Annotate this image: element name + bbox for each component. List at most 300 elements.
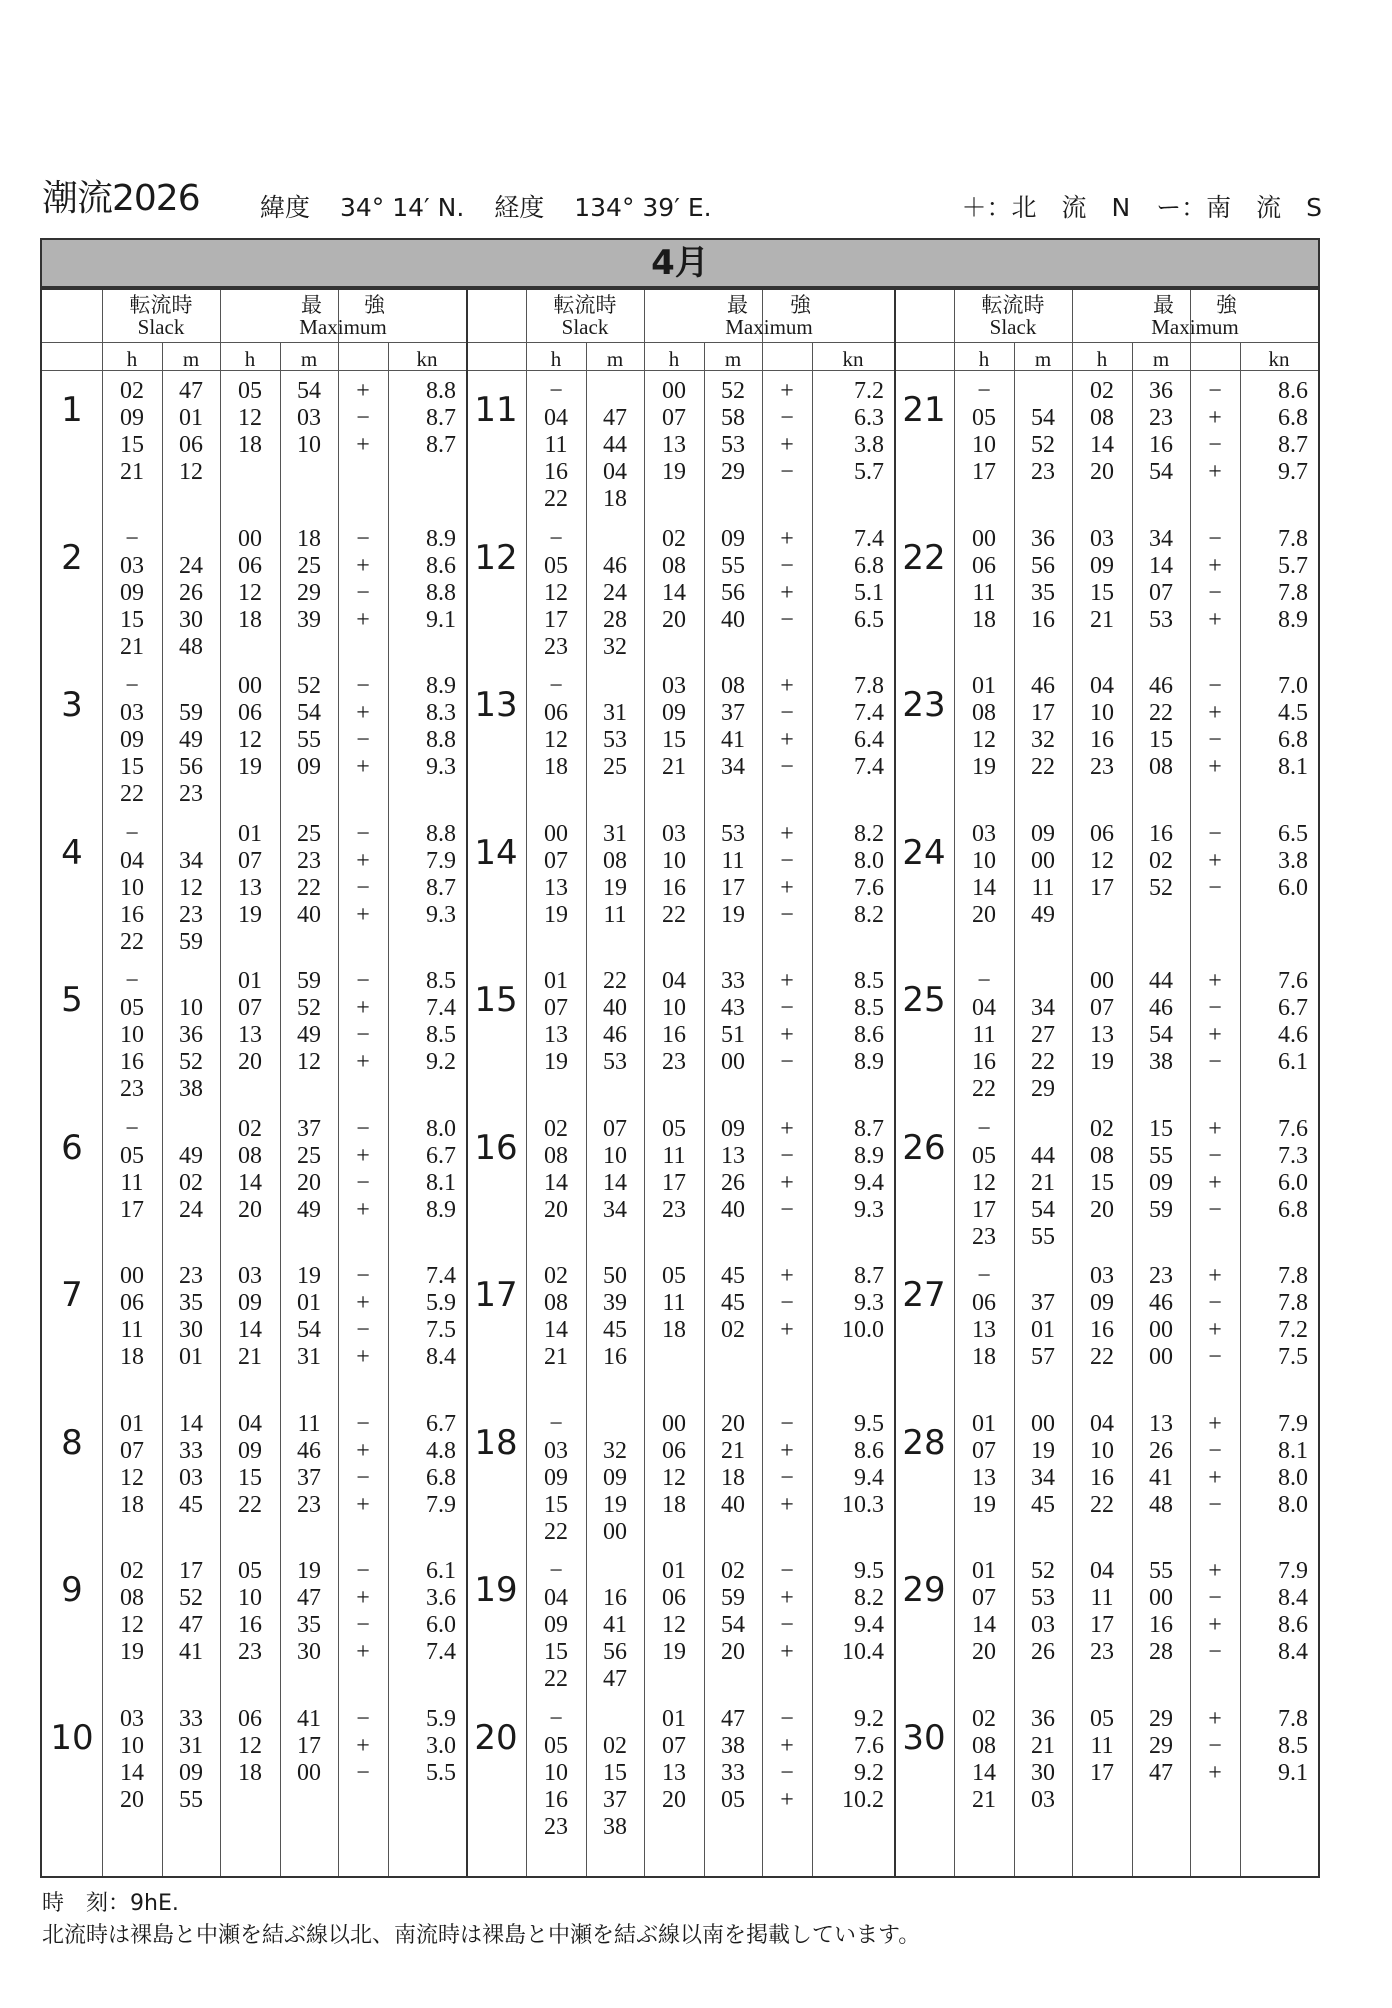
slack-minute: 30 bbox=[179, 1317, 203, 1343]
slack-minute: 24 bbox=[179, 552, 203, 579]
max-speed: 7.6 bbox=[1278, 968, 1308, 994]
flow-direction: − bbox=[780, 1410, 794, 1437]
max-speed: 9.3 bbox=[426, 754, 456, 780]
slack-hour: 02 bbox=[544, 1263, 568, 1289]
day-number: 12 bbox=[474, 537, 518, 578]
slack-hour: 09 bbox=[120, 727, 144, 753]
day-number: 13 bbox=[474, 685, 518, 725]
flow-direction: + bbox=[780, 432, 794, 458]
slack-hour: 14 bbox=[972, 874, 996, 901]
slack-hour: 16 bbox=[544, 1786, 568, 1813]
max-minute: 08 bbox=[721, 673, 745, 699]
max-speed: 6.8 bbox=[426, 1464, 456, 1491]
slack-hour: 15 bbox=[120, 754, 144, 780]
max-hour: 04 bbox=[662, 968, 686, 994]
max-speed: 6.7 bbox=[426, 1410, 456, 1437]
slack-minute: 01 bbox=[1031, 1317, 1055, 1343]
max-hour: 06 bbox=[238, 552, 262, 579]
max-minute: 51 bbox=[721, 1022, 745, 1048]
flow-direction: + bbox=[356, 432, 370, 458]
slack-hour: 23 bbox=[544, 633, 568, 660]
max-speed: 7.0 bbox=[1278, 673, 1308, 699]
max-speed: 7.4 bbox=[426, 1639, 456, 1665]
max-minute: 46 bbox=[297, 1437, 321, 1464]
max-hour: 10 bbox=[1090, 1437, 1114, 1464]
max-speed: 7.6 bbox=[1278, 1115, 1308, 1142]
slack-minute: 47 bbox=[179, 1612, 203, 1638]
slack-hour: − bbox=[977, 378, 991, 404]
max-hour: 21 bbox=[1090, 606, 1114, 633]
max-hour: 17 bbox=[1090, 1612, 1114, 1638]
max-hour: 16 bbox=[1090, 727, 1114, 753]
max-speed: 9.5 bbox=[854, 1558, 884, 1584]
day-number: 18 bbox=[474, 1422, 518, 1463]
flow-direction: − bbox=[356, 1759, 370, 1786]
max-hour: 05 bbox=[1090, 1705, 1114, 1732]
max-speed: 8.6 bbox=[1278, 1612, 1308, 1638]
max-speed: 8.8 bbox=[426, 579, 456, 606]
max-speed: 8.6 bbox=[1278, 378, 1308, 404]
max-hour: 09 bbox=[662, 700, 686, 726]
slack-minute: 34 bbox=[1031, 1464, 1055, 1491]
max-speed: 9.4 bbox=[854, 1612, 884, 1638]
slack-minute: 56 bbox=[1031, 552, 1055, 579]
max-minute: 19 bbox=[721, 901, 745, 928]
slack-hour: 04 bbox=[120, 847, 144, 874]
flow-direction: − bbox=[356, 579, 370, 606]
slack-minute: 30 bbox=[1031, 1759, 1055, 1786]
max-hour: 05 bbox=[238, 378, 262, 404]
max-hour: 16 bbox=[238, 1612, 262, 1638]
slack-minute: 17 bbox=[179, 1558, 203, 1584]
max-speed: 8.6 bbox=[426, 552, 456, 579]
slack-hour: 12 bbox=[972, 1169, 996, 1196]
max-minute: 13 bbox=[1149, 1410, 1173, 1437]
unit-label: kn bbox=[842, 347, 864, 371]
max-minute: 38 bbox=[1149, 1049, 1173, 1075]
max-minute: 47 bbox=[297, 1585, 321, 1611]
slack-hour: 01 bbox=[972, 1558, 996, 1584]
slack-minute: 41 bbox=[179, 1639, 203, 1665]
slack-hour: 06 bbox=[120, 1290, 144, 1316]
slack-hour: 09 bbox=[544, 1464, 568, 1491]
flow-direction: + bbox=[1208, 1115, 1222, 1142]
max-minute: 37 bbox=[297, 1464, 321, 1491]
max-minute: 41 bbox=[297, 1705, 321, 1732]
max-speed: 8.6 bbox=[854, 1022, 884, 1048]
slack-hour: 14 bbox=[544, 1169, 568, 1196]
maximum-header bbox=[644, 294, 894, 338]
flow-direction: + bbox=[1208, 754, 1222, 780]
flow-direction: − bbox=[356, 727, 370, 753]
slack-hour: 15 bbox=[120, 606, 144, 633]
flow-direction: − bbox=[356, 1558, 370, 1584]
slack-minute: 45 bbox=[179, 1491, 203, 1518]
max-hour: 21 bbox=[662, 754, 686, 780]
max-minute: 52 bbox=[1149, 874, 1173, 901]
slack-hour: 04 bbox=[544, 405, 568, 431]
max-minute: 16 bbox=[1149, 1612, 1173, 1638]
max-minute: 43 bbox=[721, 995, 745, 1021]
max-speed: 8.0 bbox=[1278, 1491, 1308, 1518]
max-speed: 7.6 bbox=[854, 1732, 884, 1759]
slack-minute: 12 bbox=[179, 874, 203, 901]
slack-minute: 24 bbox=[179, 1196, 203, 1223]
max-speed: 4.8 bbox=[426, 1437, 456, 1464]
flow-direction: + bbox=[780, 673, 794, 699]
max-minute: 29 bbox=[1149, 1705, 1173, 1732]
max-hour: 15 bbox=[662, 727, 686, 753]
slack-hour: 06 bbox=[544, 700, 568, 726]
flow-direction: + bbox=[356, 754, 370, 780]
max-hour: 03 bbox=[662, 820, 686, 847]
slack-hour: − bbox=[125, 673, 139, 699]
max-speed: 10.0 bbox=[842, 1317, 884, 1343]
max-minute: 40 bbox=[721, 1491, 745, 1518]
flow-direction: + bbox=[780, 1585, 794, 1611]
max-speed: 8.7 bbox=[426, 432, 456, 458]
tide-table bbox=[40, 288, 1320, 1878]
max-hour: 03 bbox=[1090, 1263, 1114, 1289]
max-minute: 41 bbox=[1149, 1464, 1173, 1491]
slack-minute: 02 bbox=[179, 1169, 203, 1196]
flow-direction: + bbox=[1208, 1464, 1222, 1491]
max-speed: 7.9 bbox=[426, 1491, 456, 1518]
max-speed: 7.4 bbox=[854, 700, 884, 726]
max-speed: 7.9 bbox=[1278, 1558, 1308, 1584]
flow-direction: + bbox=[1208, 1759, 1222, 1786]
flow-direction: + bbox=[356, 847, 370, 874]
max-speed: 6.1 bbox=[426, 1558, 456, 1584]
max-hour: 13 bbox=[662, 432, 686, 458]
max-hour: 11 bbox=[662, 1290, 686, 1316]
max-speed: 6.8 bbox=[1278, 1196, 1308, 1223]
max-hour: 18 bbox=[662, 1317, 686, 1343]
max-hour: 18 bbox=[238, 1759, 262, 1786]
slack-hour: 02 bbox=[120, 1558, 144, 1584]
max-speed: 3.8 bbox=[854, 432, 884, 458]
max-minute: 45 bbox=[721, 1290, 745, 1316]
max-minute: 59 bbox=[1149, 1196, 1173, 1223]
max-speed: 7.4 bbox=[426, 995, 456, 1021]
max-hour: 03 bbox=[1090, 525, 1114, 552]
unit-label: m bbox=[182, 347, 200, 371]
flow-direction: − bbox=[356, 673, 370, 699]
slack-hour: 22 bbox=[972, 1076, 996, 1102]
max-speed: 8.8 bbox=[426, 727, 456, 753]
max-hour: 20 bbox=[1090, 459, 1114, 485]
max-hour: 07 bbox=[662, 1732, 686, 1759]
max-minute: 20 bbox=[721, 1639, 745, 1665]
max-hour: 11 bbox=[1090, 1732, 1114, 1759]
slack-hour: 21 bbox=[120, 459, 144, 485]
slack-minute: 09 bbox=[179, 1759, 203, 1786]
max-minute: 09 bbox=[721, 1115, 745, 1142]
slack-hour: 07 bbox=[120, 1437, 144, 1464]
unit-label: m bbox=[724, 347, 742, 371]
max-hour: 18 bbox=[238, 606, 262, 633]
slack-minute: 57 bbox=[1031, 1344, 1055, 1370]
slack-minute: 23 bbox=[179, 901, 203, 928]
max-minute: 26 bbox=[1149, 1437, 1173, 1464]
max-minute: 09 bbox=[297, 754, 321, 780]
max-speed: 5.7 bbox=[854, 459, 884, 485]
day-number: 17 bbox=[474, 1275, 518, 1315]
slack-hour: 18 bbox=[120, 1491, 144, 1518]
flow-direction: + bbox=[1208, 1612, 1222, 1638]
slack-minute: 10 bbox=[603, 1142, 627, 1169]
slack-minute: 07 bbox=[603, 1115, 627, 1142]
max-hour: 02 bbox=[662, 525, 686, 552]
slack-header-jp: 転流時 bbox=[553, 293, 617, 317]
slack-minute: 59 bbox=[179, 928, 203, 955]
max-speed: 10.3 bbox=[842, 1491, 884, 1518]
flow-direction: + bbox=[356, 1196, 370, 1223]
slack-minute: 38 bbox=[179, 1076, 203, 1102]
max-minute: 29 bbox=[1149, 1732, 1173, 1759]
max-speed: 6.8 bbox=[854, 552, 884, 579]
max-hour: 20 bbox=[238, 1196, 262, 1223]
max-speed: 8.9 bbox=[1278, 606, 1308, 633]
day-number: 4 bbox=[61, 832, 83, 873]
max-minute: 33 bbox=[721, 968, 745, 994]
max-speed: 7.4 bbox=[854, 525, 884, 552]
max-minute: 26 bbox=[721, 1169, 745, 1196]
max-minute: 40 bbox=[721, 606, 745, 633]
max-hour: 12 bbox=[238, 1732, 262, 1759]
max-minute: 16 bbox=[1149, 820, 1173, 847]
max-minute: 18 bbox=[297, 525, 321, 552]
slack-minute: 25 bbox=[603, 754, 627, 780]
max-hour: 14 bbox=[238, 1317, 262, 1343]
max-speed: 6.3 bbox=[854, 405, 884, 431]
flow-direction: − bbox=[356, 1115, 370, 1142]
max-hour: 19 bbox=[238, 901, 262, 928]
maximum-header bbox=[220, 294, 466, 338]
max-speed: 8.5 bbox=[426, 968, 456, 994]
flow-direction: − bbox=[1208, 525, 1222, 552]
max-speed: 3.6 bbox=[426, 1585, 456, 1611]
flow-direction: − bbox=[780, 754, 794, 780]
day-number: 15 bbox=[474, 980, 518, 1020]
legend-north: ＋：北 流 N bbox=[961, 193, 1131, 222]
max-speed: 10.4 bbox=[842, 1639, 884, 1665]
day-number: 16 bbox=[474, 1127, 518, 1168]
max-hour: 12 bbox=[662, 1464, 686, 1491]
max-minute: 25 bbox=[297, 1142, 321, 1169]
slack-hour: 02 bbox=[544, 1115, 568, 1142]
slack-hour: 17 bbox=[120, 1196, 144, 1223]
slack-hour: 08 bbox=[972, 1732, 996, 1759]
max-hour: 12 bbox=[238, 579, 262, 606]
max-speed: 8.9 bbox=[426, 525, 456, 552]
longitude-label: 経度 bbox=[494, 193, 545, 222]
max-speed: 8.9 bbox=[426, 673, 456, 699]
slack-hour: 05 bbox=[120, 1142, 144, 1169]
flow-direction: + bbox=[780, 1786, 794, 1813]
max-hour: 23 bbox=[1090, 754, 1114, 780]
day-number: 24 bbox=[902, 832, 946, 873]
slack-hour: 05 bbox=[972, 405, 996, 431]
max-minute: 38 bbox=[721, 1732, 745, 1759]
max-speed: 7.5 bbox=[1278, 1344, 1308, 1370]
slack-hour: 19 bbox=[544, 1049, 568, 1075]
max-speed: 9.3 bbox=[426, 901, 456, 928]
max-hour: 20 bbox=[662, 1786, 686, 1813]
unit-label: h bbox=[126, 347, 138, 371]
slack-minute: 21 bbox=[1031, 1732, 1055, 1759]
max-hour: 12 bbox=[238, 727, 262, 753]
slack-minute: 03 bbox=[1031, 1786, 1055, 1813]
maximum-header-jp: 最 強 bbox=[301, 293, 385, 317]
slack-minute: 44 bbox=[603, 432, 627, 458]
slack-minute: 01 bbox=[179, 405, 203, 431]
max-speed: 6.8 bbox=[1278, 405, 1308, 431]
flow-direction: + bbox=[1208, 1410, 1222, 1437]
slack-hour: 11 bbox=[972, 1022, 996, 1048]
max-hour: 11 bbox=[1090, 1585, 1114, 1611]
day-number: 9 bbox=[61, 1570, 83, 1610]
flow-direction: − bbox=[356, 1705, 370, 1732]
unit-label: m bbox=[300, 347, 318, 371]
max-speed: 8.2 bbox=[854, 820, 884, 847]
max-speed: 8.2 bbox=[854, 1585, 884, 1611]
max-hour: 13 bbox=[1090, 1022, 1114, 1048]
max-minute: 19 bbox=[297, 1558, 321, 1584]
max-hour: 18 bbox=[238, 432, 262, 458]
flow-direction: − bbox=[780, 1759, 794, 1786]
max-speed: 8.4 bbox=[1278, 1639, 1308, 1665]
max-minute: 34 bbox=[1149, 525, 1173, 552]
max-speed: 5.1 bbox=[854, 579, 884, 606]
flow-direction: + bbox=[780, 1639, 794, 1665]
max-speed: 7.9 bbox=[1278, 1410, 1308, 1437]
flow-direction: − bbox=[1208, 579, 1222, 606]
max-speed: 6.0 bbox=[1278, 874, 1308, 901]
slack-minute: 03 bbox=[1031, 1612, 1055, 1638]
max-minute: 55 bbox=[1149, 1558, 1173, 1584]
slack-hour: − bbox=[549, 378, 563, 404]
flow-direction: − bbox=[1208, 1732, 1222, 1759]
slack-hour: 16 bbox=[120, 1049, 144, 1075]
day-number: 26 bbox=[902, 1127, 946, 1168]
max-hour: 20 bbox=[238, 1049, 262, 1075]
slack-minute: 16 bbox=[1031, 606, 1055, 633]
slack-minute: 00 bbox=[603, 1518, 627, 1545]
flow-direction: + bbox=[780, 1317, 794, 1343]
slack-hour: 11 bbox=[120, 1317, 144, 1343]
max-hour: 22 bbox=[1090, 1344, 1114, 1370]
max-minute: 39 bbox=[297, 606, 321, 633]
flow-direction: + bbox=[1208, 1169, 1222, 1196]
max-minute: 08 bbox=[1149, 754, 1173, 780]
max-hour: 00 bbox=[238, 525, 262, 552]
slack-hour: 18 bbox=[544, 754, 568, 780]
slack-hour: 12 bbox=[972, 727, 996, 753]
slack-minute: 55 bbox=[1031, 1223, 1055, 1250]
flow-direction: − bbox=[780, 552, 794, 579]
max-speed: 7.8 bbox=[1278, 579, 1308, 606]
unit-label: h bbox=[550, 347, 562, 371]
max-speed: 7.4 bbox=[426, 1263, 456, 1289]
max-hour: 10 bbox=[662, 847, 686, 874]
slack-hour: 23 bbox=[972, 1223, 996, 1250]
slack-hour: 00 bbox=[544, 820, 568, 847]
max-speed: 7.8 bbox=[1278, 1290, 1308, 1316]
max-minute: 41 bbox=[721, 727, 745, 753]
slack-minute: 10 bbox=[179, 995, 203, 1021]
max-minute: 46 bbox=[1149, 673, 1173, 699]
flow-direction: + bbox=[356, 1437, 370, 1464]
max-hour: 08 bbox=[1090, 1142, 1114, 1169]
slack-hour: 04 bbox=[972, 995, 996, 1021]
max-speed: 7.2 bbox=[854, 378, 884, 404]
max-hour: 06 bbox=[662, 1585, 686, 1611]
flow-direction: − bbox=[1208, 1049, 1222, 1075]
slack-hour: − bbox=[125, 968, 139, 994]
max-hour: 00 bbox=[1090, 968, 1114, 994]
max-minute: 17 bbox=[297, 1732, 321, 1759]
max-speed: 8.7 bbox=[426, 874, 456, 901]
slack-minute: 11 bbox=[603, 901, 627, 928]
max-hour: 02 bbox=[1090, 378, 1114, 404]
slack-minute: 53 bbox=[603, 1049, 627, 1075]
max-minute: 16 bbox=[1149, 432, 1173, 458]
max-hour: 07 bbox=[1090, 995, 1114, 1021]
slack-hour: 10 bbox=[544, 1759, 568, 1786]
max-minute: 55 bbox=[297, 727, 321, 753]
slack-hour: 03 bbox=[120, 700, 144, 726]
max-hour: 07 bbox=[238, 995, 262, 1021]
max-hour: 15 bbox=[1090, 1169, 1114, 1196]
max-hour: 05 bbox=[662, 1115, 686, 1142]
max-hour: 22 bbox=[1090, 1491, 1114, 1518]
max-minute: 02 bbox=[721, 1558, 745, 1584]
max-speed: 8.7 bbox=[854, 1115, 884, 1142]
max-speed: 9.4 bbox=[854, 1169, 884, 1196]
slack-minute: 00 bbox=[1031, 847, 1055, 874]
max-speed: 5.5 bbox=[426, 1759, 456, 1786]
max-minute: 59 bbox=[297, 968, 321, 994]
slack-hour: 08 bbox=[972, 700, 996, 726]
flow-direction: − bbox=[780, 1705, 794, 1732]
max-minute: 18 bbox=[721, 1464, 745, 1491]
slack-hour: 21 bbox=[120, 633, 144, 660]
max-minute: 11 bbox=[721, 847, 745, 874]
slack-minute: 36 bbox=[179, 1022, 203, 1048]
flow-direction: − bbox=[1208, 673, 1222, 699]
flow-legend bbox=[943, 188, 1322, 224]
slack-minute: 29 bbox=[1031, 1076, 1055, 1102]
slack-minute: 14 bbox=[603, 1169, 627, 1196]
flow-direction: + bbox=[780, 1732, 794, 1759]
maximum-header-jp: 最 強 bbox=[1153, 293, 1237, 317]
slack-header-en: Slack bbox=[989, 315, 1037, 339]
max-speed: 7.5 bbox=[426, 1317, 456, 1343]
max-minute: 20 bbox=[721, 1410, 745, 1437]
slack-minute: 49 bbox=[179, 727, 203, 753]
slack-hour: − bbox=[549, 673, 563, 699]
max-hour: 23 bbox=[238, 1639, 262, 1665]
slack-minute: 34 bbox=[179, 847, 203, 874]
day-number: 30 bbox=[902, 1717, 946, 1758]
slack-hour: 05 bbox=[120, 995, 144, 1021]
max-minute: 31 bbox=[297, 1344, 321, 1370]
slack-minute: 45 bbox=[603, 1317, 627, 1343]
flow-direction: + bbox=[1208, 968, 1222, 994]
slack-header-jp: 転流時 bbox=[981, 293, 1045, 317]
flow-direction: − bbox=[1208, 1290, 1222, 1316]
